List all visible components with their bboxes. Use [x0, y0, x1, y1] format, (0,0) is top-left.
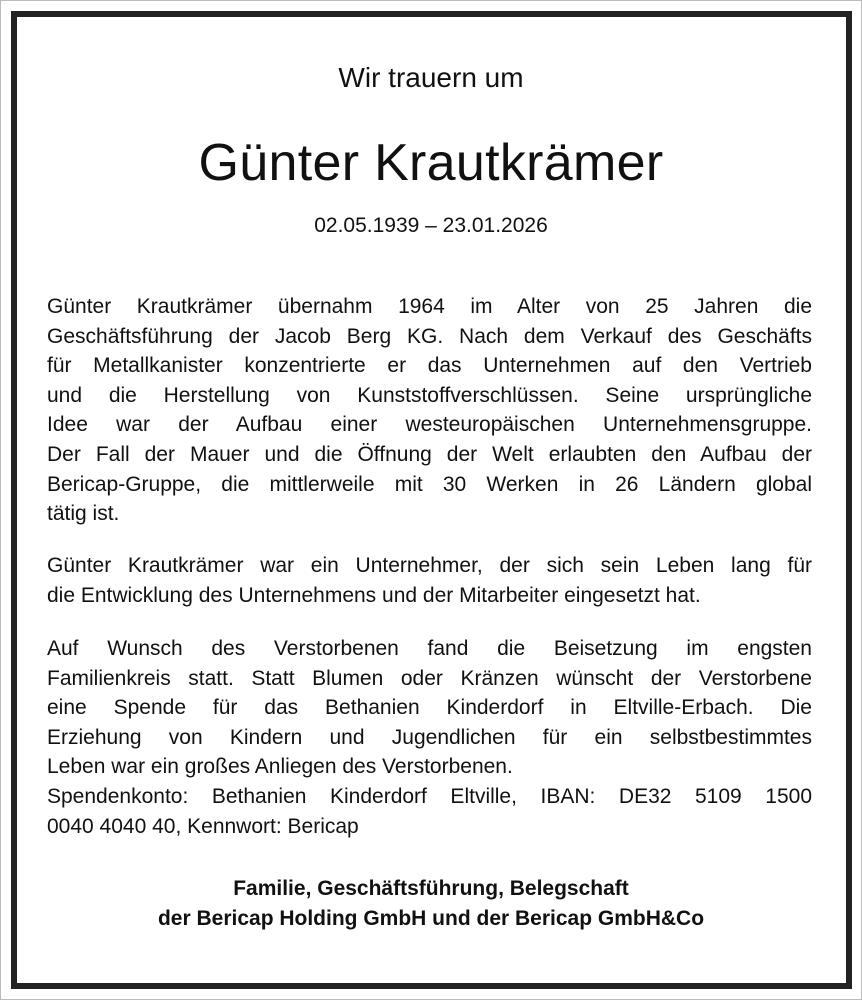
intro-text: Wir trauern um [338, 62, 524, 93]
paragraph-tribute [47, 551, 812, 610]
signature-line: Familie, Geschäftsführung, Belegschaft [233, 877, 629, 900]
text-line: Idee war der Aufbau einer westeuropäischen Unternehmensgruppe. [47, 413, 812, 437]
text-line: 0040 4040 40, Kennwort: Bericap [47, 814, 359, 838]
paragraph-biography [47, 292, 812, 529]
text-line: Spendenkonto: Bethanien Kinderdorf Eltville, IBAN: DE32 5109 1500 [47, 785, 812, 808]
text-line: Günter Krautkrämer übernahm 1964 im Alter von 25 Jahren die [47, 295, 812, 318]
text-line: Familienkreis statt. Statt Blumen oder Kränzen wünscht der Verstorbene [47, 666, 812, 690]
text-line: Auf Wunsch des Verstorbenen fand die Beisetzung im engsten [47, 637, 812, 660]
deceased-name: Günter Krautkrämer [198, 134, 664, 192]
text-line: eine Spende für das Bethanien Kinderdorf in Eltville-Erbach. Die [47, 696, 812, 720]
text-line: Erziehung von Kindern und Jugendlichen für ein selbstbestimmtes [47, 725, 812, 749]
signature-line: der Bericap Holding GmbH und der Bericap GmbH&Co [157, 907, 705, 930]
text-line: tätig ist. [47, 502, 120, 526]
text-line: Geschäftsführung der Jacob Berg KG. Nach dem Verkauf des Geschäfts [47, 324, 812, 348]
text-line: Bericap-Gruppe, die mittlerweile mit 30 Werken in 26 Ländern global [47, 472, 812, 496]
text-line: Günter Krautkrämer war ein Unternehmer, der sich sein Leben lang für [47, 554, 812, 577]
life-dates: 02.05.1939 – 23.01.2026 [314, 214, 548, 237]
text-line: Leben war ein großes Anliegen des Verstorbenen. [47, 755, 513, 779]
text-line: für Metallkanister konzentrierte er das Unternehmen auf den Vertrieb [47, 354, 812, 378]
text-line: die Entwicklung des Unternehmens und der Mitarbeiter eingesetzt hat. [47, 583, 701, 607]
paragraph-funeral [47, 634, 812, 782]
text-line: Der Fall der Mauer und die Öffnung der Welt erlaubten den Aufbau der [47, 442, 812, 466]
signature [0, 874, 862, 934]
paragraph-donation-account [47, 782, 812, 841]
text-line: und die Herstellung von Kunststoffverschlüssen. Seine ursprüngliche [47, 383, 812, 407]
